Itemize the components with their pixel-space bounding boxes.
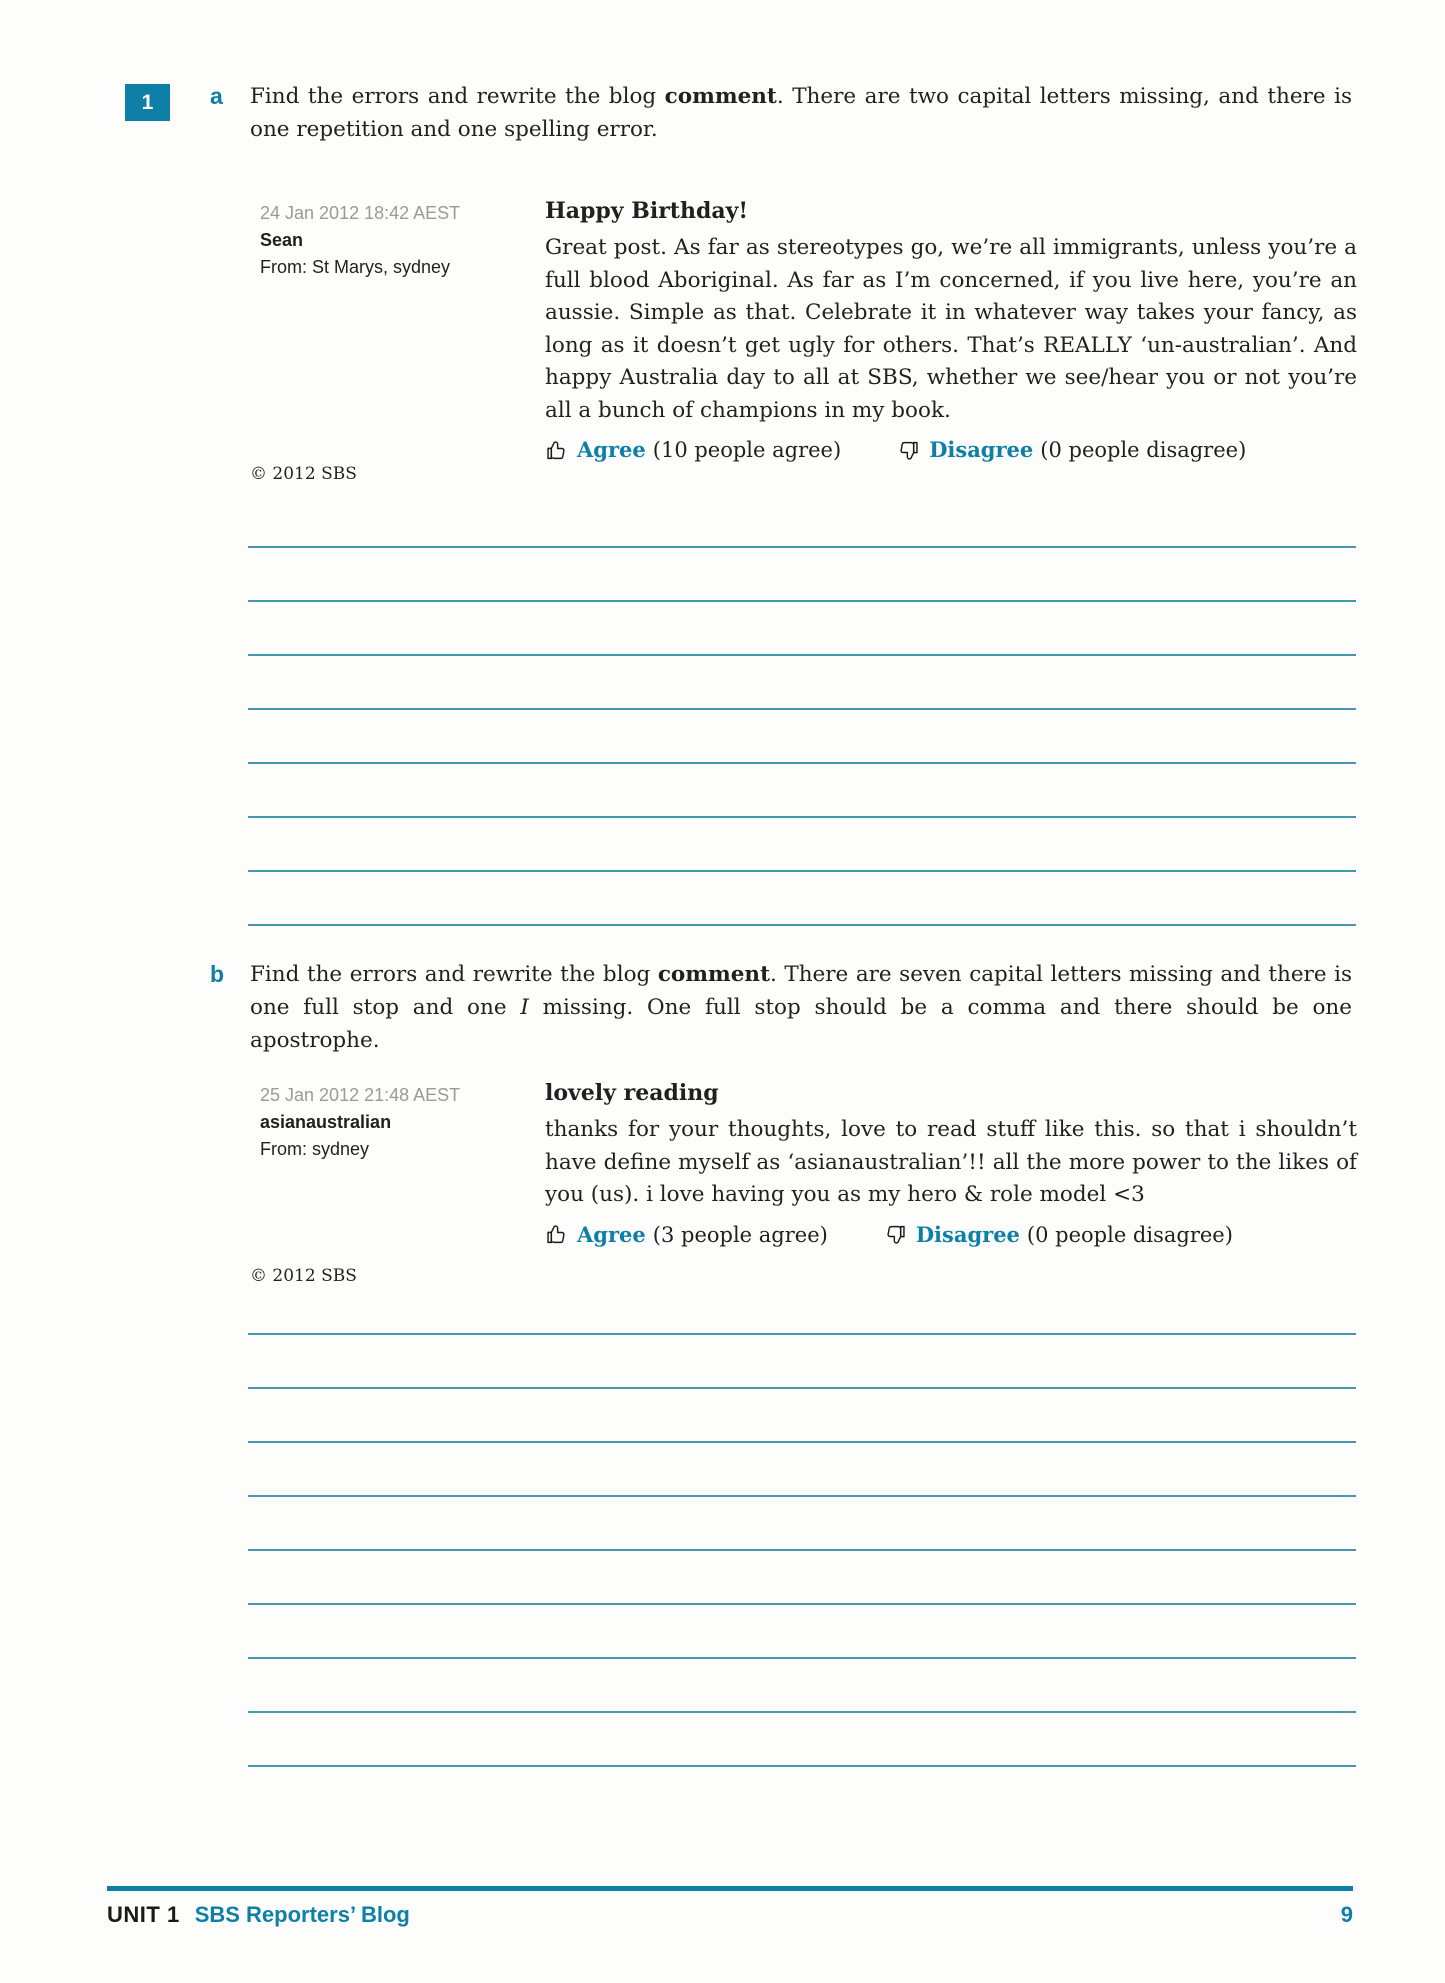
agree-link: Agree xyxy=(577,1221,646,1247)
comment-meta-b xyxy=(260,1082,530,1163)
comment-title: Happy Birthday! xyxy=(545,198,749,224)
footer xyxy=(107,1902,410,1928)
answer-line xyxy=(248,1281,1356,1335)
disagree-count: (0 people disagree) xyxy=(1040,438,1247,462)
answer-line xyxy=(248,602,1356,656)
page-number: 9 xyxy=(1340,1902,1353,1927)
footer-unit-label: UNIT 1 xyxy=(107,1902,180,1927)
disagree-link: Disagree xyxy=(929,437,1034,462)
agree-link: Agree xyxy=(577,437,646,462)
disagree-link: Disagree xyxy=(915,1221,1020,1247)
comment-text: Great post. As far as stereotypes go, we’re all immigrants, unless you’re a full blood Aboriginal. As far as I’m concerned, if you live here, you’re an aussie. Simple as that. Celebrate it in whatever way takes your fancy, as long as it doesn’t get ugly for others. That’s REALLY ‘un-australian’. And happy Australia day to all at SBS, whether we see/hear you or not you’re all a bunch of champions in my book. xyxy=(545,235,1357,423)
footer-rule xyxy=(107,1886,1353,1891)
thumb-up-icon xyxy=(545,1223,568,1246)
answer-line xyxy=(248,710,1356,764)
comment-text: thanks for your thoughts, love to read stuff like this. so that i shouldn’t have define myself as ‘asianaustralian’!! all the more power to the likes of you (us). i love having you as my hero & role model <3 xyxy=(545,1117,1357,1207)
answer-line xyxy=(248,1443,1356,1497)
comment-author: asianaustralian xyxy=(260,1112,392,1132)
agree-count: (10 people agree) xyxy=(652,438,842,462)
instruction-italic-word: I xyxy=(520,995,529,1020)
disagree-count: (0 people disagree) xyxy=(1026,1222,1233,1247)
answer-line xyxy=(248,1551,1356,1605)
part-letter-a: a xyxy=(210,83,223,109)
instruction-lead: Find the errors and rewrite the blog xyxy=(250,962,658,987)
instruction-bold-word: comment xyxy=(664,84,777,109)
vote-row xyxy=(545,1221,1357,1249)
instruction-text-b xyxy=(250,958,1352,1057)
instruction-lead: Find the errors and rewrite the blog xyxy=(250,84,665,109)
answer-lines-a xyxy=(248,494,1356,926)
answer-line xyxy=(248,1335,1356,1389)
answer-line xyxy=(248,764,1356,818)
answer-line xyxy=(248,656,1356,710)
answer-lines-b xyxy=(248,1281,1356,1767)
comment-block-a xyxy=(545,196,1357,464)
instruction-text-a xyxy=(250,80,1352,146)
exercise-number-badge: 1 xyxy=(125,84,170,121)
comment-block-b xyxy=(545,1078,1357,1249)
answer-line xyxy=(248,1713,1356,1767)
agree-count: (3 people agree) xyxy=(652,1222,828,1247)
copyright-notice: © 2012 SBS xyxy=(250,464,357,484)
copyright-notice: © 2012 SBS xyxy=(250,1266,357,1286)
comment-meta-a xyxy=(260,200,530,281)
footer-unit-title: SBS Reporters’ Blog xyxy=(194,1902,410,1927)
instruction-tail: missing. One full stop should be a comma and there should be one apostrophe. xyxy=(250,995,1352,1053)
answer-line xyxy=(248,494,1356,548)
comment-location: From: St Marys, sydney xyxy=(260,257,451,277)
answer-line xyxy=(248,1389,1356,1443)
instruction-mid: . There are two capital letters missing, and there is one repetition and one spelling error. xyxy=(250,84,1352,142)
answer-line xyxy=(248,548,1356,602)
answer-line xyxy=(248,1659,1356,1713)
vote-row xyxy=(545,436,1357,464)
thumb-down-icon xyxy=(897,439,920,462)
comment-timestamp: 25 Jan 2012 21:48 AEST xyxy=(260,1085,461,1105)
comment-timestamp: 24 Jan 2012 18:42 AEST xyxy=(260,203,461,223)
answer-line xyxy=(248,872,1356,926)
answer-line xyxy=(248,1497,1356,1551)
instruction-mid: . There are seven capital letters missing and there is one full stop and one xyxy=(250,962,1352,1020)
comment-author: Sean xyxy=(260,230,304,250)
comment-location: From: sydney xyxy=(260,1139,370,1159)
instruction-bold-word: comment xyxy=(657,962,770,987)
answer-line xyxy=(248,1605,1356,1659)
thumb-down-icon xyxy=(884,1223,907,1246)
comment-title: lovely reading xyxy=(545,1080,719,1106)
answer-line xyxy=(248,818,1356,872)
part-letter-b: b xyxy=(210,961,225,987)
thumb-up-icon xyxy=(545,439,568,462)
